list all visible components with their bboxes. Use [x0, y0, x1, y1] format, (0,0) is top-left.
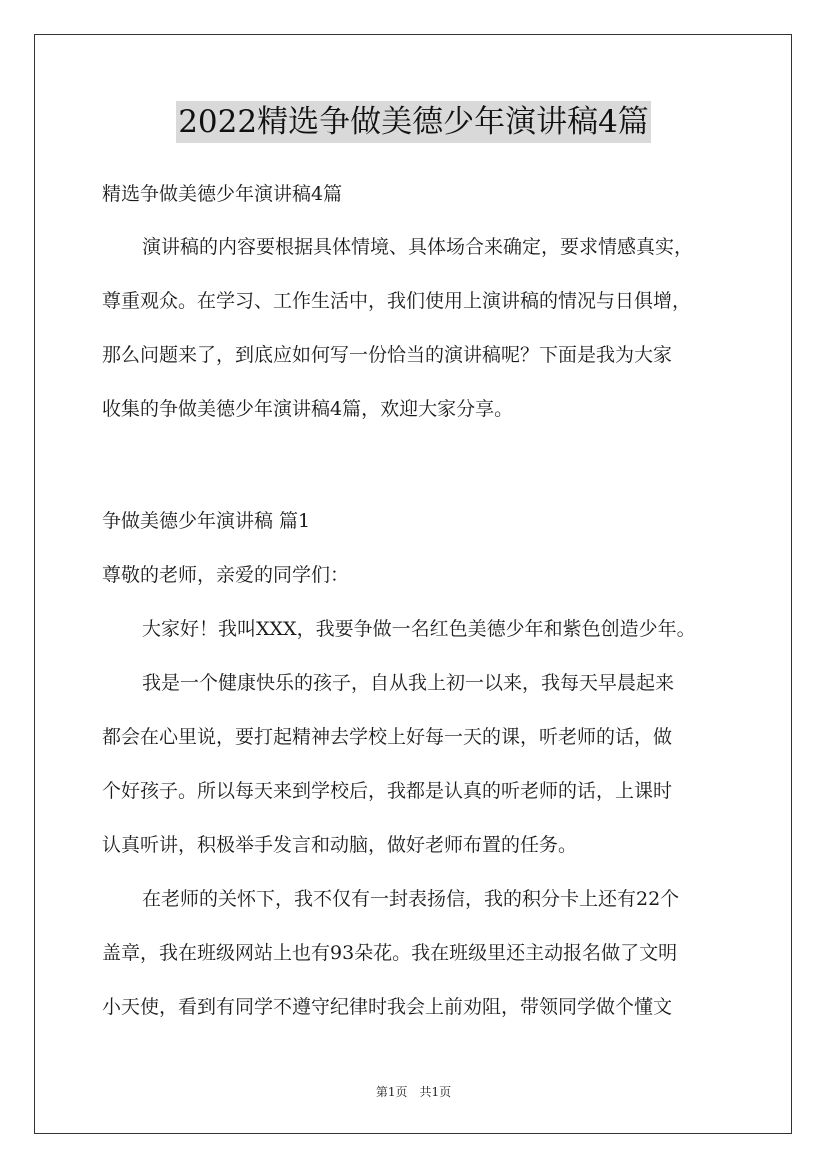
section-heading: 争做美德少年演讲稿 篇1 [102, 510, 311, 532]
intro-line-2: 尊重观众。在学习、工作生活中，我们使用上演讲稿的情况与日俱增， [102, 290, 692, 312]
document-title: 2022精选争做美德少年演讲稿4篇 [176, 101, 651, 143]
title-container [0, 101, 827, 143]
intro-line-4: 收集的争做美德少年演讲稿4篇，欢迎大家分享。 [102, 398, 514, 420]
document-subtitle: 精选争做美德少年演讲稿4篇 [102, 183, 343, 205]
body-line-6: 在老师的关怀下，我不仅有一封表扬信，我的积分卡上还有22个 [142, 888, 680, 910]
body-line-1: 大家好！我叫XXX，我要争做一名红色美德少年和紫色创造少年。 [142, 618, 696, 640]
body-line-2: 我是一个健康快乐的孩子，自从我上初一以来，我每天早晨起来 [142, 672, 675, 694]
body-line-5: 认真听讲，积极举手发言和动脑，做好老师布置的任务。 [102, 834, 578, 856]
intro-line-3: 那么问题来了，到底应如何写一份恰当的演讲稿呢？下面是我为大家 [102, 344, 673, 366]
intro-line-1: 演讲稿的内容要根据具体情境、具体场合来确定，要求情感真实， [142, 236, 694, 258]
body-line-7: 盖章，我在班级网站上也有93朵花。我在班级里还主动报名做了文明 [102, 942, 678, 964]
page-number: 第1页 共1页 [375, 1085, 452, 1099]
body-line-8: 小天使，看到有同学不遵守纪律时我会上前劝阻，带领同学做个懂文 [102, 996, 673, 1018]
body-line-3: 都会在心里说，要打起精神去学校上好每一天的课，听老师的话，做 [102, 726, 673, 748]
body-line-4: 个好孩子。所以每天来到学校后，我都是认真的听老师的话，上课时 [102, 780, 673, 802]
salutation: 尊敬的老师，亲爱的同学们： [102, 564, 350, 586]
